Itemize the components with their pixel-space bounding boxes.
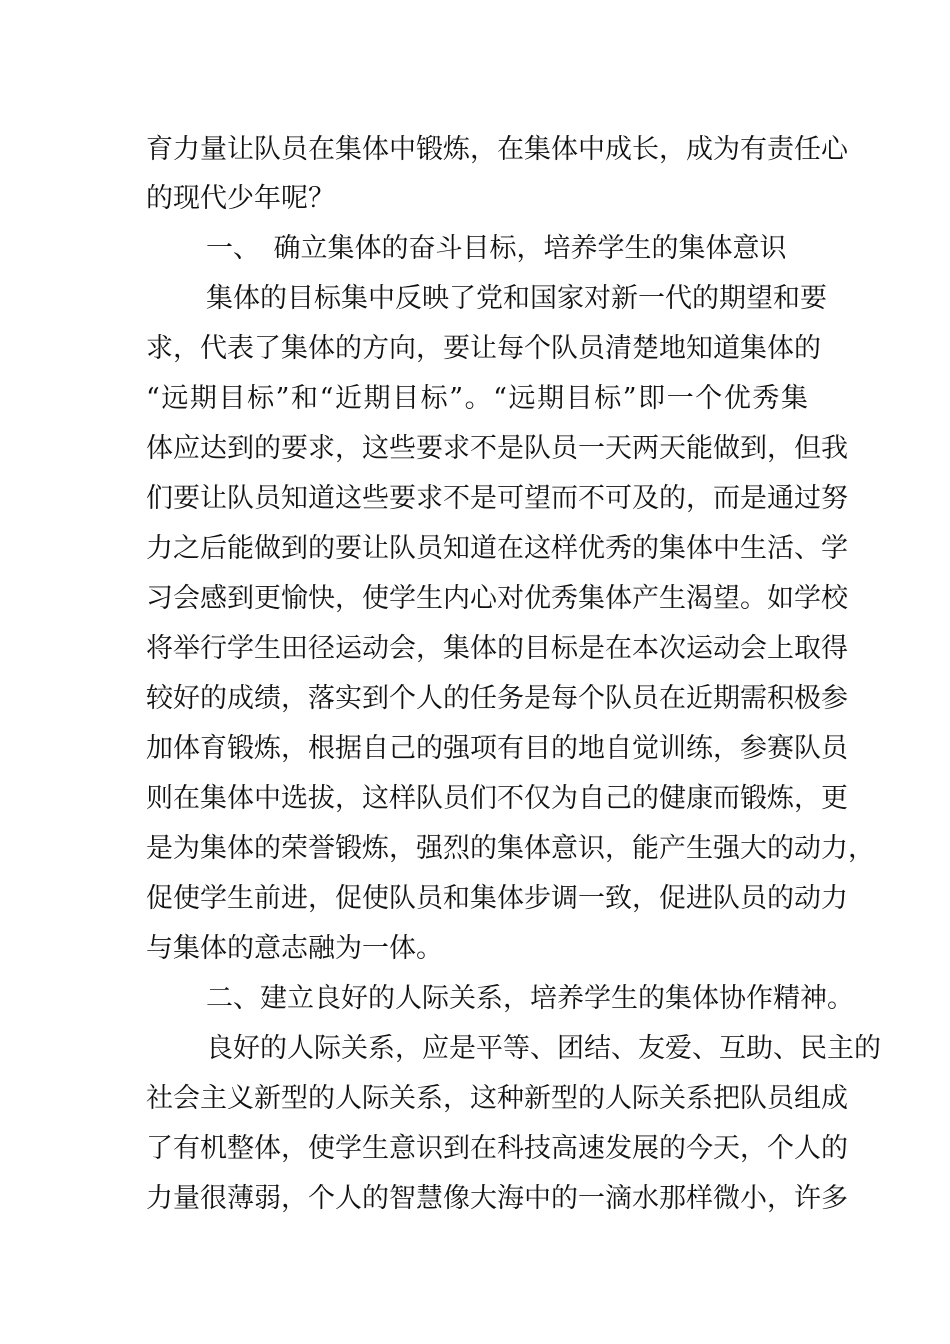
body-line-14: 则在集体中选拔，这样队员们不仅为自己的健康而锻炼，更	[146, 783, 848, 814]
body-line-21: 了有机整体，使学生意识到在科技高速发展的今天，个人的	[146, 1133, 848, 1164]
body-line-9: 力之后能做到的要让队员知道在这样优秀的集体中生活、学	[146, 533, 848, 564]
body-line-10: 习会感到更愉快，使学生内心对优秀集体产生渴望。如学校	[146, 583, 848, 614]
body-line-4: 集体的目标集中反映了党和国家对新一代的期望和要	[206, 283, 827, 314]
body-line-19: 良好的人际关系，应是平等、团结、友爱、互助、民主的	[206, 1033, 881, 1064]
body-line-16: 促使学生前进，促使队员和集体步调一致，促进队员的动力	[146, 883, 848, 914]
body-line-8: 们要让队员知道这些要求不是可望而不可及的，而是通过努	[146, 483, 848, 514]
body-line-2: 的现代少年呢？	[146, 183, 335, 214]
section-heading-2: 二、建立良好的人际关系，培养学生的集体协作精神。	[206, 983, 854, 1014]
body-line-11: 将举行学生田径运动会，集体的目标是在本次运动会上取得	[146, 633, 848, 664]
section-heading-1: 一、 确立集体的奋斗目标，培养学生的集体意识	[206, 233, 787, 264]
body-line-17: 与集体的意志融为一体。	[146, 933, 443, 964]
body-line-12: 较好的成绩，落实到个人的任务是每个队员在近期需积极参	[146, 683, 848, 714]
body-line-6: “远期目标”和“近期目标”。“远期目标”即一个优秀集	[146, 383, 808, 414]
body-line-13: 加体育锻炼，根据自己的强项有目的地自觉训练，参赛队员	[146, 733, 848, 764]
body-line-22: 力量很薄弱，个人的智慧像大海中的一滴水那样微小，许多	[146, 1183, 848, 1214]
body-line-20: 社会主义新型的人际关系，这种新型的人际关系把队员组成	[146, 1083, 848, 1114]
body-line-7: 体应达到的要求，这些要求不是队员一天两天能做到，但我	[146, 433, 848, 464]
body-line-15: 是为集体的荣誉锻炼，强烈的集体意识，能产生强大的动力，	[146, 833, 875, 864]
body-line-1: 育力量让队员在集体中锻炼，在集体中成长，成为有责任心	[146, 134, 848, 165]
body-line-5: 求，代表了集体的方向，要让每个队员清楚地知道集体的	[146, 333, 821, 364]
